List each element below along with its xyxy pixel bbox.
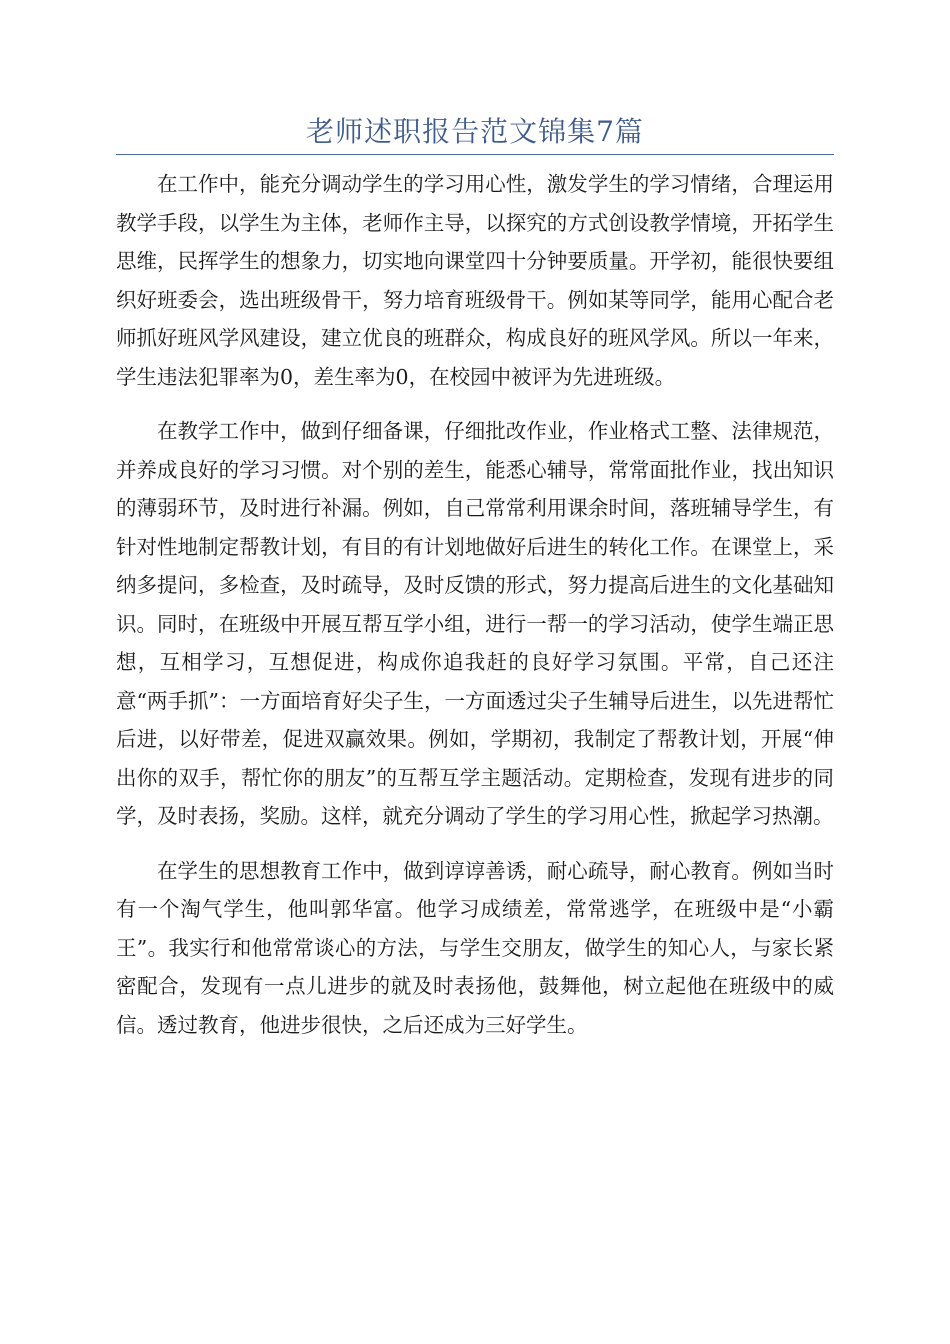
paragraph-2: 在教学工作中，做到仔细备课，仔细批改作业，作业格式工整、法律规范，并养成良好的学习习惯。对个别的差生，能悉心辅导，常常面批作业，找出知识的薄弱环节，及时进行补漏。例如，自己常常利用课余时间，落班辅导学生，有针对性地制定帮教计划，有目的有计划地做好后进生的转化工作。在课堂上，采纳多提问，多检查，及时疏导，及时反馈的形式，努力提高后进生的文化基础知识。同时，在班级中开展互帮互学小组，进行一帮一的学习活动，使学生端正思想，互相学习，互想促进，构成你追我赶的良好学习氛围。平常，自己还注意“两手抓”：一方面培育好尖子生，一方面透过尖子生辅导后进生，以先进帮忙后进，以好带差，促进双赢效果。例如，学期初，我制定了帮教计划，开展“伸出你的双手，帮忙你的朋友”的互帮互学主题活动。定期检查，发现有进步的同学，及时表扬，奖励。这样，就充分调动了学生的学习用心性，掀起学习热潮。 bbox=[116, 419, 834, 828]
title-underline bbox=[116, 154, 834, 155]
paragraph-1: 在工作中，能充分调动学生的学习用心性，激发学生的学习情绪，合理运用教学手段，以学生为主体，老师作主导，以探究的方式创设教学情境，开拓学生思维，民挥学生的想象力，切实地向课堂四十分钟要质量。开学初，能很快要组织好班委会，选出班级骨干，努力培育班级骨干。例如某等同学，能用心配合老师抓好班风学风建设，建立优良的班群众，构成良好的班风学风。所以一年来，学生违法犯罪率为0，差生率为0，在校园中被评为先进班级。 bbox=[116, 172, 834, 389]
document-title: 老师述职报告范文锦集7篇 bbox=[306, 115, 644, 148]
paragraph-3: 在学生的思想教育工作中，做到谆谆善诱，耐心疏导，耐心教育。例如当时有一个淘气学生，他叫郭华富。他学习成绩差，常常逃学，在班级中是“小霸王”。我实行和他常常谈心的方法，与学生交朋友，做学生的知心人，与家长紧密配合，发现有一点儿进步的就及时表扬他，鼓舞他，树立起他在班级中的威信。透过教育，他进步很快，之后还成为三好学生。 bbox=[116, 858, 834, 1037]
document-page bbox=[116, 112, 834, 1060]
